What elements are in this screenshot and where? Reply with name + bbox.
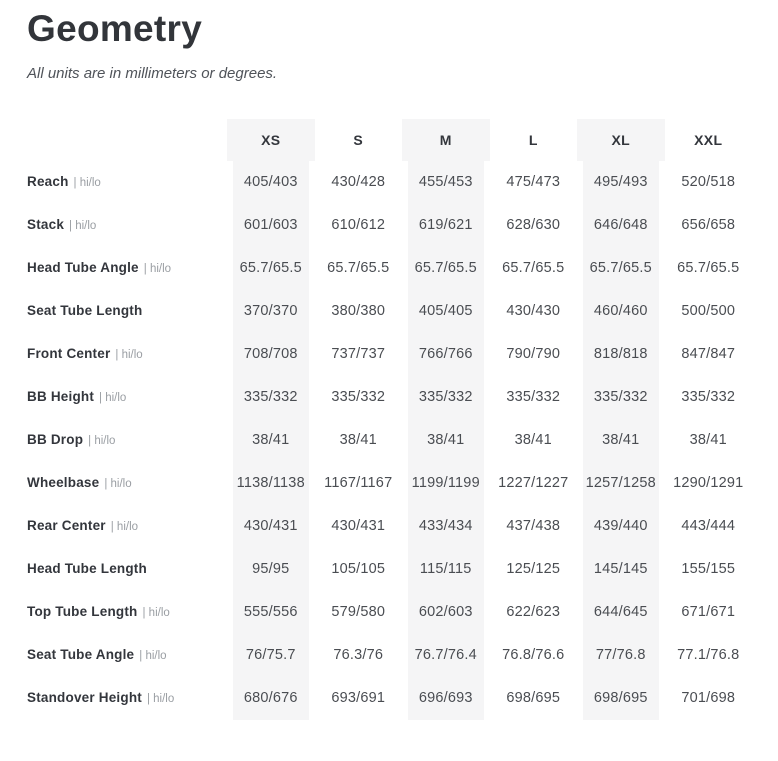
- value-cell: 65.7/65.5: [677, 260, 740, 277]
- value-cell: 500/500: [681, 303, 736, 320]
- row-label-stack: [27, 204, 227, 247]
- value-cell: 1290/1291: [673, 475, 744, 492]
- value-cell: 76.7/76.4: [402, 634, 490, 677]
- metric-name: Rear Center: [27, 518, 106, 534]
- size-header-l: L: [528, 131, 538, 148]
- row-label-reach: [27, 161, 227, 204]
- value-cell: 1257/1258: [577, 462, 665, 505]
- value-cell: 455/453: [402, 161, 490, 204]
- table-row-seat-tube-angle: [27, 634, 752, 677]
- value-cell: 76/75.7: [227, 634, 315, 677]
- row-label-bb-height: [27, 376, 227, 419]
- value-cell: 847/847: [681, 346, 736, 363]
- row-label-head-tube-length: [27, 548, 227, 591]
- value-cell: 475/473: [506, 174, 561, 191]
- value-cell: 520/518: [681, 174, 736, 191]
- table-row-head-tube-length: [27, 548, 752, 591]
- page-title: Geometry: [27, 8, 203, 49]
- value-cell: 460/460: [577, 290, 665, 333]
- size-header-xl: XL: [577, 119, 665, 161]
- hilo-suffix: | hi/lo: [99, 392, 127, 405]
- metric-name: Stack: [27, 217, 65, 233]
- row-label-top-tube-length: [27, 591, 227, 634]
- geometry-table: [27, 119, 752, 720]
- value-cell: 38/41: [227, 419, 315, 462]
- hilo-suffix: | hi/lo: [139, 650, 167, 663]
- value-cell: 602/603: [402, 591, 490, 634]
- value-cell: 698/695: [506, 690, 561, 707]
- value-cell: 680/676: [227, 677, 315, 720]
- value-cell: 646/648: [577, 204, 665, 247]
- row-label-head-tube-angle: [27, 247, 227, 290]
- value-cell: 65.7/65.5: [327, 260, 390, 277]
- value-cell: 619/621: [402, 204, 490, 247]
- value-cell: 622/623: [506, 604, 561, 621]
- value-cell: 430/431: [331, 518, 386, 535]
- value-cell: 708/708: [227, 333, 315, 376]
- value-cell: 656/658: [681, 217, 736, 234]
- value-cell: 644/645: [577, 591, 665, 634]
- value-cell: 38/41: [577, 419, 665, 462]
- hilo-suffix: | hi/lo: [88, 435, 116, 448]
- metric-name: Front Center: [27, 346, 111, 362]
- value-cell: 76.3/76: [333, 647, 384, 664]
- metric-name: Head Tube Length: [27, 561, 147, 577]
- value-cell: 335/332: [681, 389, 736, 406]
- value-cell: 696/693: [402, 677, 490, 720]
- metric-name: Seat Tube Angle: [27, 647, 135, 663]
- value-cell: 335/332: [331, 389, 386, 406]
- value-cell: 65.7/65.5: [402, 247, 490, 290]
- value-cell: 335/332: [227, 376, 315, 419]
- table-row-front-center: [27, 333, 752, 376]
- value-cell: 430/431: [227, 505, 315, 548]
- hilo-suffix: | hi/lo: [115, 349, 143, 362]
- value-cell: 439/440: [577, 505, 665, 548]
- value-cell: 115/115: [402, 548, 490, 591]
- table-row-rear-center: [27, 505, 752, 548]
- table-row-seat-tube-length: [27, 290, 752, 333]
- row-label-seat-tube-angle: [27, 634, 227, 677]
- label-column-spacer: [27, 119, 227, 161]
- value-cell: 443/444: [681, 518, 736, 535]
- value-cell: 555/556: [227, 591, 315, 634]
- value-cell: 76.8/76.6: [502, 647, 565, 664]
- value-cell: 601/603: [227, 204, 315, 247]
- value-cell: 65.7/65.5: [227, 247, 315, 290]
- hilo-suffix: | hi/lo: [73, 177, 101, 190]
- value-cell: 155/155: [681, 561, 736, 578]
- value-cell: 737/737: [331, 346, 386, 363]
- hilo-suffix: | hi/lo: [143, 263, 172, 276]
- metric-name: Reach: [27, 174, 69, 190]
- value-cell: 65.7/65.5: [502, 260, 565, 277]
- value-cell: 38/41: [402, 419, 490, 462]
- row-label-standover-height: [27, 677, 227, 720]
- value-cell: 1138/1138: [227, 462, 315, 505]
- value-cell: 433/434: [402, 505, 490, 548]
- table-row-bb-drop: [27, 419, 752, 462]
- size-header-row: [27, 119, 752, 161]
- metric-name: Head Tube Angle: [27, 260, 139, 276]
- value-cell: 579/580: [331, 604, 386, 621]
- value-cell: 1167/1167: [324, 475, 393, 492]
- units-note: All units are in millimeters or degrees.: [27, 64, 278, 82]
- value-cell: 77.1/76.8: [677, 647, 740, 664]
- table-row-reach: [27, 161, 752, 204]
- value-cell: 145/145: [577, 548, 665, 591]
- value-cell: 380/380: [331, 303, 386, 320]
- hilo-suffix: | hi/lo: [104, 478, 132, 491]
- metric-name: Wheelbase: [27, 475, 100, 491]
- value-cell: 610/612: [331, 217, 386, 234]
- value-cell: 335/332: [577, 376, 665, 419]
- value-cell: 335/332: [506, 389, 561, 406]
- value-cell: 693/691: [331, 690, 386, 707]
- value-cell: 38/41: [339, 432, 377, 449]
- value-cell: 105/105: [331, 561, 386, 578]
- size-header-xs: XS: [227, 119, 315, 161]
- value-cell: 125/125: [506, 561, 561, 578]
- size-header-xxl: XXL: [694, 131, 723, 148]
- value-cell: 430/428: [331, 174, 386, 191]
- value-cell: 405/405: [402, 290, 490, 333]
- value-cell: 38/41: [689, 432, 727, 449]
- row-label-seat-tube-length: [27, 290, 227, 333]
- metric-name: Standover Height: [27, 690, 142, 706]
- value-cell: 701/698: [681, 690, 736, 707]
- metric-name: BB Height: [27, 389, 95, 405]
- metric-name: Top Tube Length: [27, 604, 138, 620]
- value-cell: 818/818: [577, 333, 665, 376]
- hilo-suffix: | hi/lo: [146, 693, 175, 706]
- table-row-head-tube-angle: [27, 247, 752, 290]
- value-cell: 430/430: [506, 303, 561, 320]
- value-cell: 766/766: [402, 333, 490, 376]
- size-header-s: S: [353, 131, 364, 148]
- value-cell: 370/370: [227, 290, 315, 333]
- value-cell: 1199/1199: [402, 462, 490, 505]
- row-label-rear-center: [27, 505, 227, 548]
- value-cell: 698/695: [577, 677, 665, 720]
- table-row-bb-height: [27, 376, 752, 419]
- metric-name: BB Drop: [27, 432, 84, 448]
- size-header-m: M: [402, 119, 490, 161]
- table-row-wheelbase: [27, 462, 752, 505]
- value-cell: 671/671: [681, 604, 736, 621]
- value-cell: 628/630: [506, 217, 561, 234]
- hilo-suffix: | hi/lo: [69, 220, 97, 233]
- row-label-bb-drop: [27, 419, 227, 462]
- row-label-wheelbase: [27, 462, 227, 505]
- table-row-standover-height: [27, 677, 752, 720]
- table-row-top-tube-length: [27, 591, 752, 634]
- metric-name: Seat Tube Length: [27, 303, 143, 319]
- value-cell: 335/332: [402, 376, 490, 419]
- value-cell: 437/438: [506, 518, 561, 535]
- table-row-stack: [27, 204, 752, 247]
- hilo-suffix: | hi/lo: [110, 521, 139, 534]
- value-cell: 790/790: [506, 346, 561, 363]
- value-cell: 95/95: [227, 548, 315, 591]
- value-cell: 38/41: [514, 432, 552, 449]
- value-cell: 1227/1227: [498, 475, 569, 492]
- value-cell: 65.7/65.5: [577, 247, 665, 290]
- value-cell: 495/493: [577, 161, 665, 204]
- hilo-suffix: | hi/lo: [142, 607, 170, 620]
- value-cell: 405/403: [227, 161, 315, 204]
- row-label-front-center: [27, 333, 227, 376]
- value-cell: 77/76.8: [577, 634, 665, 677]
